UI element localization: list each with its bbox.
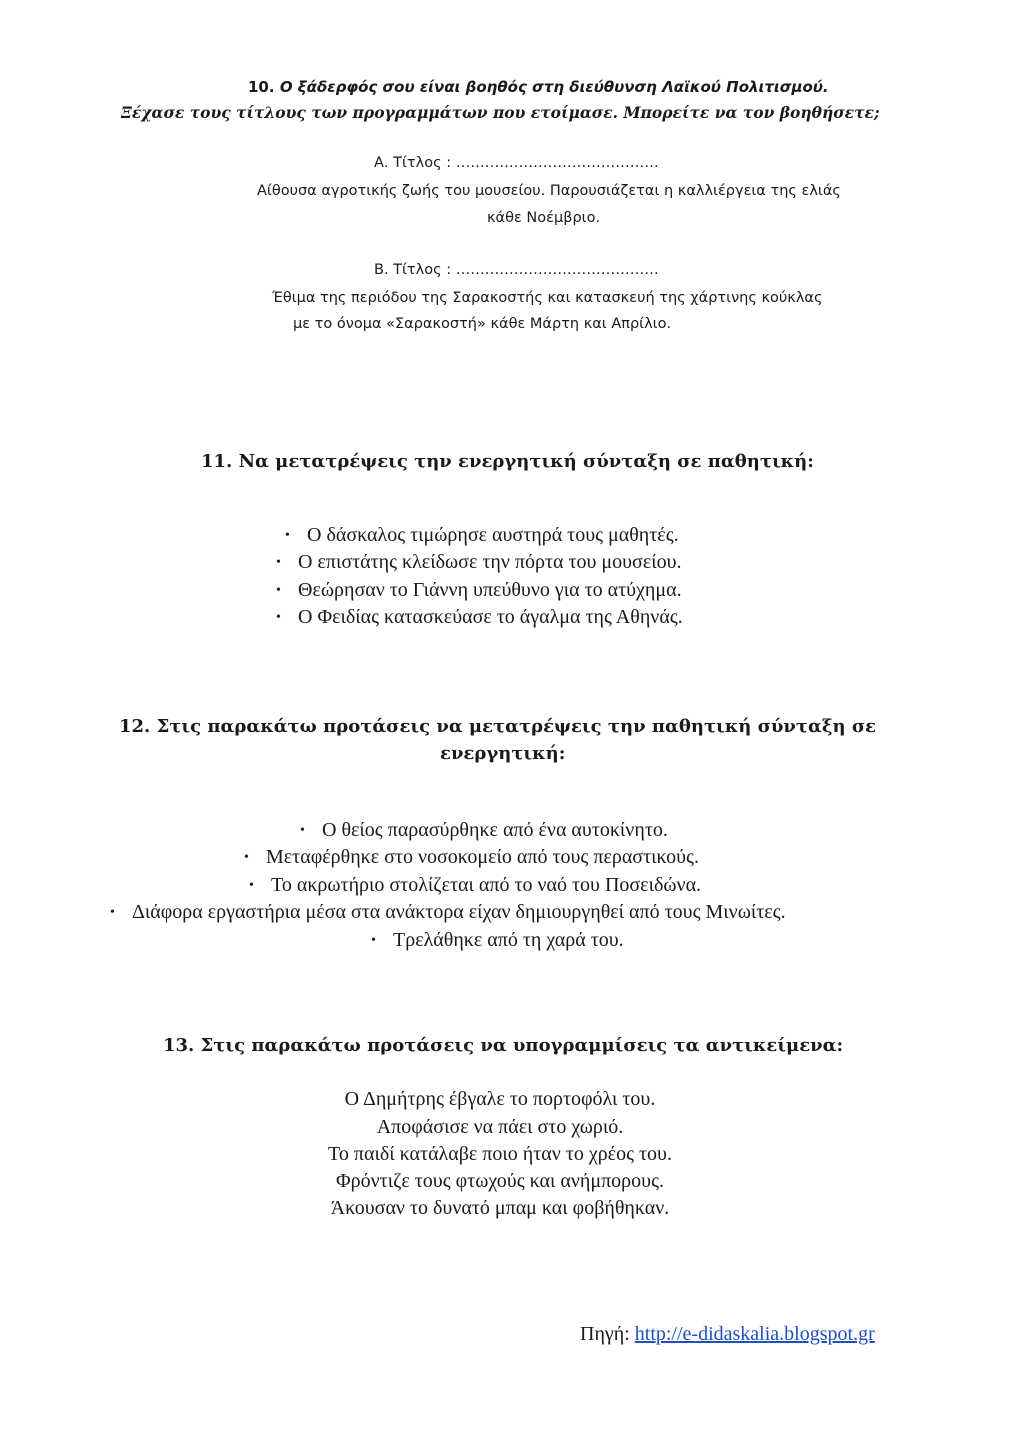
q12-text-4: Διάφορα εργαστήρια μέσα στα ανάκτορα είχαν δημιουργηθεί από τους Μινωίτες. [132,901,786,923]
bullet: • [244,850,249,865]
q10-a-desc-1: Αίθουσα αγροτικής ζωής του μουσείου. Παρουσιάζεται η καλλιέργεια της ελιάς [257,183,841,199]
q12-item-4 [110,901,786,924]
bullet: • [110,905,115,920]
bullet: • [285,528,290,543]
q10-b-desc-1: Έθιμα της περιόδου της Σαρακοστής και κατασκευή της χάρτινης κούκλας [272,290,823,306]
q10-b-desc-2: με το όνομα «Σαρακοστή» κάθε Μάρτη και Απρίλιο. [293,316,672,332]
bullet: • [276,555,281,570]
bullet: • [371,933,376,948]
bullet: • [276,583,281,598]
q12-heading-2: ενεργητική: [440,743,566,764]
q10-a-title: Α. Τίτλος : …………………………………… [374,155,659,171]
q11-text-1: Ο δάσκαλος τιμώρησε αυστηρά τους μαθητές. [307,524,679,546]
q11-item-1 [285,524,679,547]
source-link[interactable]: http://e-didaskalia.blogspot.gr [634,1323,875,1345]
q10-number: 10. [248,78,275,96]
q12-item-3 [249,874,701,897]
q10-line2: Ξέχασε τους τίτλους των προγραμμάτων που ετοίμασε. Μπορείτε να τον βοηθήσετε; [121,103,880,122]
q12-text-2: Μεταφέρθηκε στο νοσοκομείο από τους περαστικούς. [266,846,699,868]
q12-item-2 [244,846,699,869]
q11-item-2 [276,551,682,574]
q11-text-2: Ο επιστάτης κλείδωσε την πόρτα του μουσείου. [298,551,682,573]
q13-line-2: Αποφάσισε να πάει στο χωριό. [376,1116,624,1138]
q10-b-title: Β. Τίτλος : …………………………………… [374,262,659,278]
q13-line-1: Ο Δημήτρης έβγαλε το πορτοφόλι του. [344,1088,656,1110]
q13-heading: 13. Στις παρακάτω προτάσεις να υπογραμμίσεις τα αντικείμενα: [163,1035,844,1056]
q13-line-5: Άκουσαν το δυνατό μπαμ και φοβήθηκαν. [330,1197,670,1219]
q11-item-3 [276,579,682,602]
q12-item-5 [371,929,624,952]
q12-text-1: Ο θείος παρασύρθηκε από ένα αυτοκίνητο. [322,819,668,841]
q11-heading: 11. Να μετατρέψεις την ενεργητική σύνταξη σε παθητική: [201,451,814,472]
bullet: • [249,878,254,893]
q12-text-3: Το ακρωτήριο στολίζεται από το ναό του Ποσειδώνα. [271,874,702,896]
q11-item-4 [276,606,683,629]
q12-text-5: Τρελάθηκε από τη χαρά του. [393,929,624,951]
q12-heading-1: 12. Στις παρακάτω προτάσεις να μετατρέψεις την παθητική σύνταξη σε [119,716,877,737]
q12-item-1 [300,819,668,842]
q13-line-3: Το παιδί κατάλαβε ποιο ήταν το χρέος του. [328,1143,672,1165]
q11-text-3: Θεώρησαν το Γιάννη υπεύθυνο για το ατύχημα. [298,579,682,601]
q13-line-4: Φρόντιζε τους φτωχούς και ανήμπορους. [336,1170,664,1192]
bullet: • [300,823,305,838]
source-line [580,1323,875,1346]
q10-line1 [248,78,829,96]
q11-text-4: Ο Φειδίας κατασκεύασε το άγαλμα της Αθηνάς. [298,606,683,628]
bullet: • [276,610,281,625]
source-label: Πηγή: [580,1323,630,1345]
q10-a-desc-2: κάθε Νοέμβριο. [487,210,601,226]
q10-prompt-1: Ο ξάδερφός σου είναι βοηθός στη διεύθυνση Λαϊκού Πολιτισμού. [279,78,829,96]
